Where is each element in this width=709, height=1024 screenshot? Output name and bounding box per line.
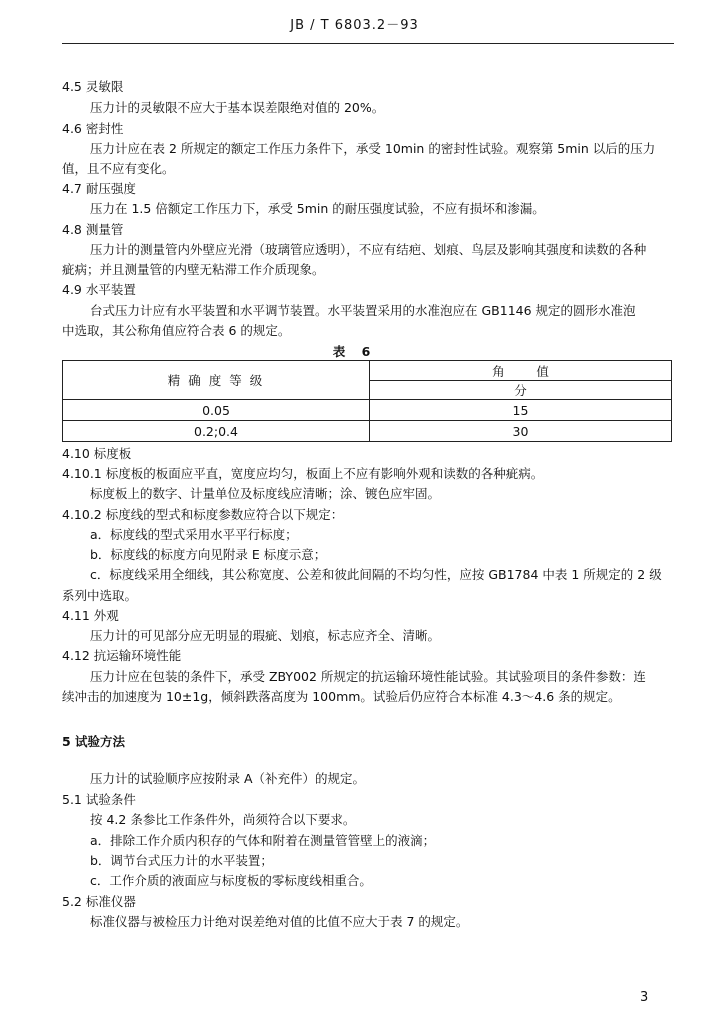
section-4-10-2-text: 4.10.2 标度线的型式和标度参数应符合以下规定： <box>62 507 344 522</box>
section-4-8-text-line2: 疵病；并且测量管的内壁无粘滞工作介质现象。 <box>62 262 325 277</box>
section-4-7-heading: 4.7 耐压强度 <box>62 181 136 196</box>
section-5-1-text: 按 4.2 条参比工作条件外，尚须符合以下要求。 <box>90 812 356 827</box>
section-5-heading: 5 试验方法 <box>62 734 126 749</box>
section-4-9-heading: 4.9 水平装置 <box>62 282 136 297</box>
section-5-1-item-b: b．调节台式压力计的水平装置； <box>90 853 273 868</box>
section-4-12-text-line2: 续冲击的加速度为 10±1g，倾斜跌落高度为 100mm。试验后仍应符合本标准 4.3～4.6 条的规定。 <box>62 689 621 704</box>
table-header-grade: 精 确 度 等 级 <box>63 361 370 400</box>
section-4-12-heading: 4.12 抗运输环境性能 <box>62 648 182 663</box>
section-4-6-text-line1: 压力计应在表 2 所规定的额定工作压力条件下，承受 10min 的密封性试验。观察第 5min 以后的压力 <box>90 141 656 156</box>
section-4-10-heading: 4.10 标度板 <box>62 446 132 461</box>
table-row <box>63 421 672 442</box>
page-number: 3 <box>640 990 649 1005</box>
table-header-angle: 角 值 <box>370 361 672 381</box>
section-4-6-heading: 4.6 密封性 <box>62 121 124 136</box>
section-4-5-text: 压力计的灵敏限不应大于基本误差限绝对值的 20%。 <box>90 100 385 115</box>
table-cell-value: 15 <box>370 400 672 421</box>
section-4-11-text: 压力计的可见部分应无明显的瑕疵、划痕，标志应齐全、清晰。 <box>90 628 441 643</box>
section-4-12-text-line1: 压力计应在包装的条件下，承受 ZBY002 所规定的抗运输环境性能试验。其试验项目的条件参数：连 <box>90 669 646 684</box>
table-row <box>63 400 672 421</box>
section-5-2-heading: 5.2 标准仪器 <box>62 894 136 909</box>
section-4-6-text-line2: 值，且不应有变化。 <box>62 161 175 176</box>
section-4-8-heading: 4.8 测量管 <box>62 222 124 237</box>
section-4-9-text-line2: 中选取，其公称角值应符合表 6 的规定。 <box>62 323 291 338</box>
section-5-2-text: 标准仪器与被检压力计绝对误差绝对值的比值不应大于表 7 的规定。 <box>90 914 469 929</box>
table-6-caption: 表 6 <box>332 344 377 359</box>
table-cell-value: 30 <box>370 421 672 442</box>
section-4-10-1-text: 4.10.1 标度板的板面应平直，宽度应均匀，板面上不应有影响外观和读数的各种疵病。 <box>62 466 544 481</box>
section-4-8-text-line1: 压力计的测量管内外壁应光滑（玻璃管应透明），不应有结疤、划痕、鸟层及影响其强度和读数的各种 <box>90 242 647 257</box>
section-4-5-heading: 4.5 灵敏限 <box>62 79 124 94</box>
document-code-header: JB / T 6803.2－93 <box>290 18 419 33</box>
table-6 <box>62 360 672 442</box>
section-4-7-text: 压力在 1.5 倍额定工作压力下，承受 5min 的耐压强度试验，不应有损坏和渗漏。 <box>90 201 545 216</box>
table-cell-grade: 0.05 <box>63 400 370 421</box>
section-4-11-heading: 4.11 外观 <box>62 608 119 623</box>
section-5-text: 压力计的试验顺序应按附录 A（补充件）的规定。 <box>90 771 366 786</box>
table-header-unit: 分 <box>370 381 672 400</box>
section-5-1-heading: 5.1 试验条件 <box>62 792 136 807</box>
section-4-10-2-item-c-line2: 系列中选取。 <box>62 588 138 603</box>
section-5-1-item-a: a．排除工作介质内积存的气体和附着在测量管管壁上的液滴； <box>90 833 436 848</box>
section-4-10-2-item-b: b．标度线的标度方向见附录 E 标度示意； <box>90 547 327 562</box>
section-5-1-item-c: c．工作介质的液面应与标度板的零标度线相重合。 <box>90 873 372 888</box>
section-4-10-2-item-a: a．标度线的型式采用水平平行标度； <box>90 527 298 542</box>
section-4-10-1-text-2: 标度板上的数字、计量单位及标度线应清晰；涂、镀色应牢固。 <box>90 486 441 501</box>
table-cell-grade: 0.2;0.4 <box>63 421 370 442</box>
section-4-9-text-line1: 台式压力计应有水平装置和水平调节装置。水平装置采用的水准泡应在 GB1146 规定的圆形水准泡 <box>90 303 636 318</box>
section-4-10-2-item-c-line1: c．标度线采用全细线，其公称宽度、公差和彼此间隔的不均匀性，应按 GB1784 中表 1 所规定的 2 级 <box>90 567 662 582</box>
header-rule <box>62 43 674 44</box>
